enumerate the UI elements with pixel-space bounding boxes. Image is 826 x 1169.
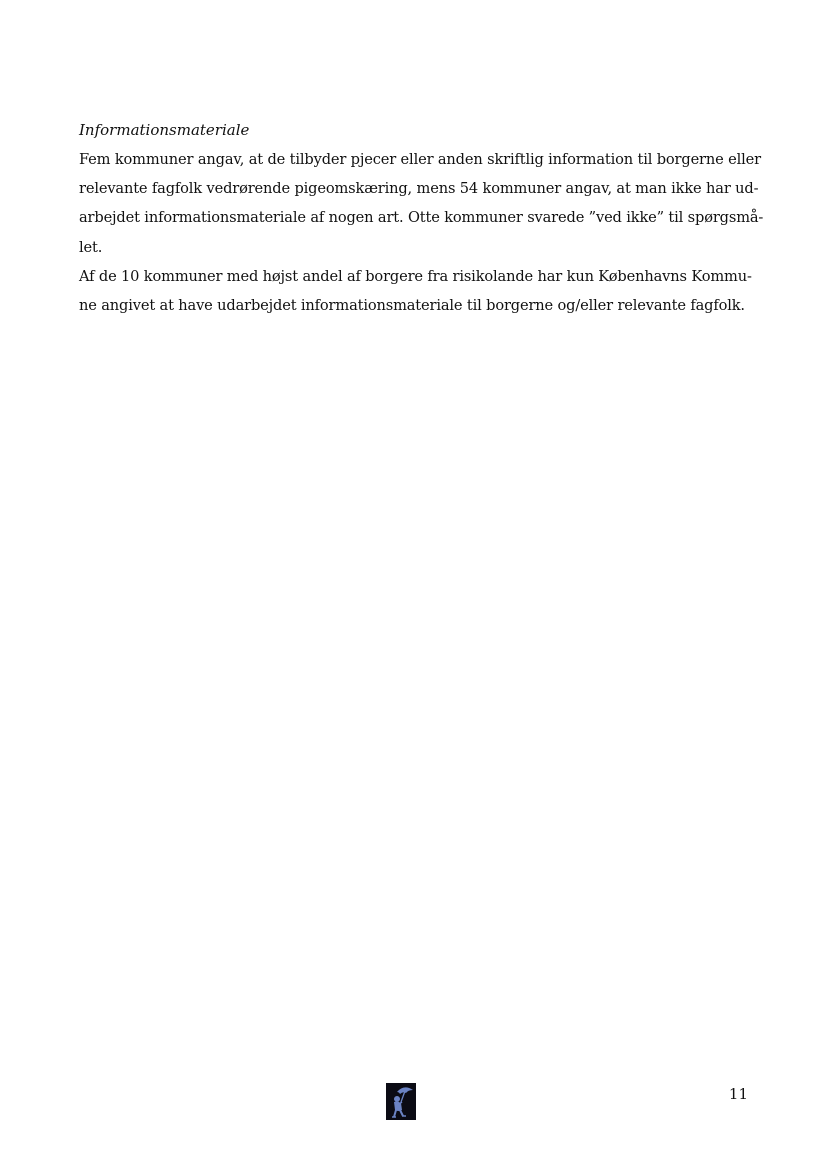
paragraph-line: arbejdet informationsmateriale af nogen art. Otte kommuner svarede ”ved ikke” til spørgsmå- xyxy=(79,209,764,227)
section-heading: Informationsmateriale xyxy=(79,121,250,139)
paragraph-line: ne angivet at have udarbejdet informationsmateriale til borgerne og/eller relevante fagfolk. xyxy=(79,297,745,315)
paragraph-risikolande xyxy=(79,262,752,320)
paragraph-line: relevante fagfolk vedrørende pigeomskæring, mens 54 kommuner angav, at man ikke har ud- xyxy=(79,180,759,198)
document-body xyxy=(79,116,764,320)
paragraph-line: Af de 10 kommuner med højst andel af borgere fra risikolande har kun Københavns Kommu- xyxy=(79,267,752,285)
paragraph-informationsmateriale xyxy=(79,145,764,262)
page-number: 11 xyxy=(728,1085,748,1103)
paragraph-line: let. xyxy=(79,238,103,256)
umbrella-figure-icon xyxy=(386,1083,416,1120)
paragraph-line: Fem kommuner angav, at de tilbyder pjecer eller anden skriftlig information til borgerne eller xyxy=(79,151,761,168)
